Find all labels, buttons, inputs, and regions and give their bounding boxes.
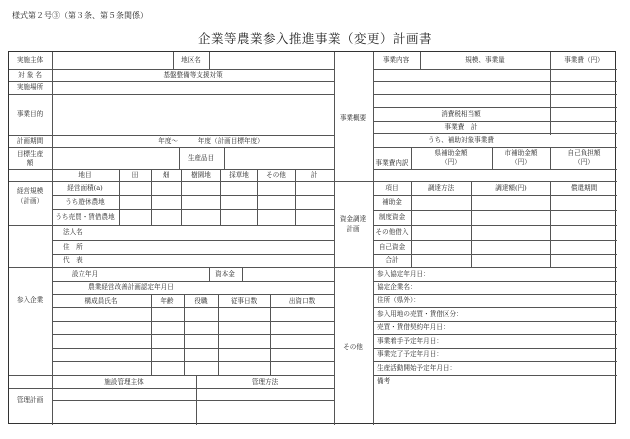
- cell-label: 調達方法: [427, 184, 455, 192]
- grid-line-h: [373, 240, 617, 241]
- grid-line-h: [52, 294, 334, 295]
- grid-line-v: [179, 147, 180, 169]
- cell-label: 制度資金: [378, 213, 406, 221]
- grid-line-h: [52, 334, 334, 335]
- cell-label: 実施場所: [16, 83, 44, 91]
- grid-line-h: [373, 147, 617, 148]
- grid-line-h: [373, 375, 617, 376]
- cell-label: 項目: [385, 184, 399, 192]
- cell-label: 設立年月: [71, 270, 99, 278]
- grid-line-h: [373, 348, 617, 349]
- cell-label: 規模、事業量: [465, 56, 505, 64]
- cell-label: 採草地: [229, 171, 249, 179]
- cell-label: 従事日数: [230, 297, 258, 305]
- cell-label: （円）: [574, 158, 594, 166]
- cell-label: 事業内容: [382, 56, 410, 64]
- grid-line-h: [373, 107, 617, 108]
- grid-line-v: [209, 52, 210, 69]
- cell-label: うち、補助対象事業費: [428, 136, 494, 144]
- grid-line-h: [52, 195, 334, 196]
- grid-line-h: [9, 94, 334, 95]
- document-title: 企業等農業参入推進事業（変更）計画書: [197, 31, 432, 46]
- cell-label: 事業費（円）: [564, 56, 604, 64]
- cell-label: 畑: [162, 171, 170, 179]
- grid-line-h: [373, 169, 617, 170]
- grid-line-v: [550, 181, 551, 267]
- cell-label: 計画期間: [16, 137, 44, 145]
- grid-line-v: [420, 52, 421, 69]
- grid-line-v: [119, 169, 120, 225]
- grid-line-v: [471, 181, 472, 267]
- other-row-label: 参入協定年月日：: [377, 270, 430, 278]
- grid-line-v: [411, 181, 412, 267]
- grid-line-v: [196, 375, 197, 425]
- cell-label: 管理方法: [251, 378, 279, 386]
- grid-line-h: [52, 361, 334, 362]
- cell-label: 経営面積(a): [67, 184, 103, 192]
- cell-label: 出資口数: [288, 297, 316, 305]
- cell-label: 施設管理主体: [104, 378, 144, 386]
- form-number: 様式第２号③（第３条、第５条関係）: [12, 11, 148, 20]
- cell-label: 消費税相当額: [441, 110, 481, 118]
- other-row-label: 事業完了予定年月日：: [377, 350, 443, 358]
- cell-label: うち遊休農地: [65, 198, 105, 206]
- cell-label: 補助金: [382, 198, 402, 206]
- cell-label: 基盤整備等支援対策: [163, 71, 223, 79]
- cell-label: 地目: [78, 171, 92, 179]
- grid-line-h: [9, 81, 334, 82]
- cell-label: 資金調達: [339, 215, 367, 223]
- cell-label: 住 所: [63, 243, 83, 251]
- grid-line-v: [184, 294, 185, 375]
- grid-line-h: [52, 321, 334, 322]
- cell-label: 農業経営改善計画認定年月日: [88, 283, 174, 291]
- cell-label: 年度～ 年度（計画目標年度）: [158, 137, 264, 145]
- cell-label: 自己負担額: [567, 149, 601, 157]
- grid-line-h: [373, 225, 617, 226]
- grid-line-v: [550, 147, 551, 169]
- grid-line-v: [173, 52, 174, 69]
- grid-line-h: [52, 307, 334, 308]
- grid-line-h: [52, 281, 334, 282]
- cell-label: 役職: [194, 297, 208, 305]
- grid-line-h: [373, 210, 617, 211]
- cell-label: 市補助金額: [504, 149, 538, 157]
- cell-label: 調達額(円): [495, 184, 527, 192]
- grid-line-v: [52, 52, 53, 425]
- grid-line-h: [9, 147, 334, 148]
- cell-label: うち売買・賃借農地: [55, 213, 115, 221]
- cell-label: 管理計画: [16, 396, 44, 404]
- grid-line-v: [295, 169, 296, 225]
- grid-line-h: [9, 135, 334, 136]
- cell-label: 代 表: [63, 256, 83, 264]
- grid-line-v: [492, 147, 493, 169]
- other-row-label: 協定企業名：: [377, 283, 417, 291]
- grid-line-h: [373, 133, 617, 134]
- other-row-label: 参入用地の売買・賃借区分：: [377, 310, 463, 318]
- other-row-label: 生産活動開始予定年月日：: [377, 364, 457, 372]
- grid-line-h: [9, 375, 334, 376]
- grid-line-h: [9, 267, 334, 268]
- grid-line-h: [373, 334, 617, 335]
- cell-label: 事業目的: [16, 110, 44, 118]
- grid-line-h: [373, 321, 617, 322]
- cell-label: 生産品目: [187, 154, 215, 162]
- grid-line-h: [9, 169, 334, 170]
- cell-label: 樹園地: [191, 171, 211, 179]
- cell-label: 年齢: [160, 297, 174, 305]
- grid-line-h: [373, 195, 617, 196]
- cell-label: 田: [131, 171, 139, 179]
- grid-line-h: [9, 181, 334, 182]
- grid-line-h: [9, 69, 334, 70]
- cell-label: 経営規模: [16, 187, 44, 195]
- grid-line-h: [373, 121, 617, 122]
- cell-label: 実施主体: [16, 56, 44, 64]
- grid-line-h: [52, 209, 334, 210]
- grid-line-h: [334, 181, 373, 182]
- grid-line-h: [52, 400, 334, 401]
- grid-line-v: [270, 294, 271, 375]
- grid-line-v: [411, 147, 412, 169]
- grid-line-h: [334, 267, 617, 268]
- grid-line-h: [373, 361, 617, 362]
- grid-line-h: [373, 69, 617, 70]
- grid-line-h: [373, 81, 617, 82]
- remarks-label: 備考: [377, 377, 391, 385]
- cell-label: 法人名: [63, 228, 83, 236]
- other-row-label: 売買・賃借契約年月日：: [377, 323, 450, 331]
- cell-label: 事業費内訳: [375, 159, 409, 167]
- grid-line-h: [373, 281, 617, 282]
- cell-label: 地区名: [181, 56, 201, 64]
- cell-label: 事業概要: [339, 114, 367, 122]
- grid-line-v: [218, 294, 219, 375]
- cell-label: 計: [310, 171, 318, 179]
- grid-line-h: [373, 254, 617, 255]
- cell-label: 対 象 名: [18, 71, 42, 79]
- cell-label: その他: [266, 171, 286, 179]
- cell-label: 事業費 計: [444, 123, 478, 131]
- cell-label: （計画）: [16, 197, 44, 205]
- cell-label: （円）: [511, 158, 531, 166]
- grid-line-v: [220, 169, 221, 225]
- grid-line-v: [550, 52, 551, 135]
- grid-line-v: [242, 267, 243, 281]
- cell-label: 参入企業: [16, 296, 44, 304]
- grid-line-v: [209, 267, 210, 281]
- other-row-label: 事業着手予定年月日：: [377, 337, 443, 345]
- grid-line-h: [52, 254, 334, 255]
- grid-line-v: [151, 169, 152, 225]
- grid-line-h: [373, 307, 617, 308]
- cell-label: 構成員氏名: [84, 297, 118, 305]
- grid-line-h: [9, 225, 334, 226]
- cell-label: 額: [26, 159, 34, 167]
- grid-line-h: [373, 181, 617, 182]
- grid-line-h: [52, 240, 334, 241]
- other-row-label: 住所（県外）：: [377, 296, 420, 304]
- cell-label: （円）: [441, 158, 461, 166]
- cell-label: 資本金: [215, 270, 235, 278]
- cell-label: 自己資金: [378, 243, 406, 251]
- cell-label: 計画: [346, 225, 360, 233]
- cell-label: 償還期間: [570, 184, 598, 192]
- cell-label: 合計: [385, 256, 399, 264]
- grid-line-h: [373, 94, 617, 95]
- grid-line-v: [334, 52, 335, 425]
- grid-line-v: [181, 169, 182, 225]
- grid-line-v: [224, 147, 225, 169]
- plan-form: [8, 51, 616, 424]
- grid-line-h: [9, 388, 334, 389]
- cell-label: 県補助金額: [434, 149, 468, 157]
- cell-label: その他: [343, 343, 363, 351]
- grid-line-h: [373, 294, 617, 295]
- cell-label: その他借入: [375, 228, 409, 236]
- grid-line-v: [257, 169, 258, 225]
- grid-line-v: [151, 294, 152, 375]
- cell-label: 目標生産: [16, 150, 44, 158]
- grid-line-h: [52, 348, 334, 349]
